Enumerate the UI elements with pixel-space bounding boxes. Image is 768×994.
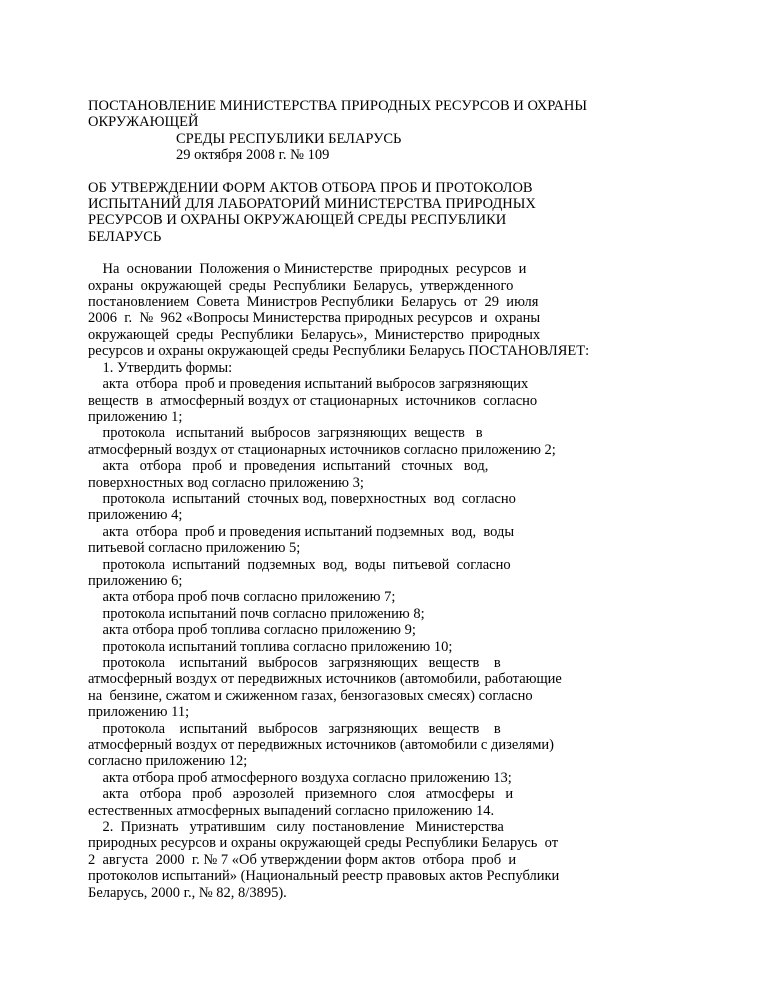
body-line: 1. Утвердить формы:: [88, 359, 233, 376]
document-header: [88, 98, 608, 164]
body-line: приложению 1;: [88, 408, 183, 425]
title-line: ОБ УТВЕРЖДЕНИИ ФОРМ АКТОВ ОТБОРА ПРОБ И ПРОТОКОЛОВ: [88, 179, 533, 196]
spacer: [88, 164, 608, 180]
document-title: [88, 180, 608, 246]
document-body: [88, 261, 608, 901]
body-line: Беларусь, 2000 г., № 82, 8/3895).: [88, 884, 287, 901]
title-line: РЕСУРСОВ И ОХРАНЫ ОКРУЖАЮЩЕЙ СРЕДЫ РЕСПУБЛИКИ: [88, 212, 507, 229]
body-line: 2 августа 2000 г. № 7 «Об утверждении форм актов отбора проб и: [88, 851, 517, 868]
body-line: приложению 6;: [88, 572, 183, 589]
body-line: акта отбора проб атмосферного воздуха согласно приложению 13;: [88, 769, 512, 786]
body-line: акта отбора проб и проведения испытаний подземных вод, воды: [88, 523, 515, 540]
document-page: [88, 98, 608, 901]
body-line: питьевой согласно приложению 5;: [88, 540, 301, 557]
body-line: поверхностных вод согласно приложению 3;: [88, 474, 364, 491]
spacer: [88, 245, 608, 261]
body-line: акта отбора проб топлива согласно приложению 9;: [88, 622, 416, 639]
body-line: атмосферный воздух от передвижных источников (автомобили с дизелями): [88, 737, 554, 754]
body-line: протокола испытаний почв согласно приложению 8;: [88, 605, 425, 622]
body-line: протоколов испытаний» (Национальный реестр правовых актов Республики: [88, 868, 560, 885]
header-date: 29 октября 2008 г. № 109: [176, 147, 330, 164]
header-line: СРЕДЫ РЕСПУБЛИКИ БЕЛАРУСЬ: [176, 130, 402, 147]
body-line: 2006 г. № 962 «Вопросы Министерства природных ресурсов и охраны: [88, 310, 541, 327]
body-line: протокола испытаний подземных вод, воды питьевой согласно: [88, 556, 511, 573]
body-line: атмосферный воздух от стационарных источников согласно приложению 2;: [88, 441, 556, 458]
body-line: акта отбора проб и проведения испытаний сточных вод,: [88, 458, 489, 475]
body-line: протокола испытаний топлива согласно приложению 10;: [88, 638, 453, 655]
body-line: приложению 11;: [88, 704, 190, 721]
body-line: окружающей среды Республики Беларусь», Министерство природных: [88, 326, 541, 343]
body-line: приложению 4;: [88, 507, 183, 524]
body-line: протокола испытаний выбросов загрязняющих веществ в: [88, 425, 483, 442]
header-line: ОКРУЖАЮЩЕЙ: [88, 114, 199, 131]
body-line: охраны окружающей среды Республики Беларусь, утвержденного: [88, 277, 514, 294]
body-line: ресурсов и охраны окружающей среды Республики Беларусь ПОСТАНОВЛЯЕТ:: [88, 343, 590, 360]
body-line: протокола испытаний сточных вод, поверхностных вод согласно: [88, 490, 516, 507]
body-line: акта отбора проб и проведения испытаний выбросов загрязняющих: [88, 376, 529, 393]
body-line: природных ресурсов и охраны окружающей среды Республики Беларусь от: [88, 835, 559, 852]
body-line: протокола испытаний выбросов загрязняющих веществ в: [88, 655, 501, 671]
body-line: постановлением Совета Министров Республики Беларусь от 29 июля: [88, 294, 539, 311]
body-line: атмосферный воздух от передвижных источников (автомобили, работающие: [88, 671, 562, 688]
body-line: на бензине, сжатом и сжиженном газах, бензогазовых смесях) согласно: [88, 687, 533, 704]
body-line: 2. Признать утратившим силу постановление Министерства: [88, 819, 504, 836]
header-line: ПОСТАНОВЛЕНИЕ МИНИСТЕРСТВА ПРИРОДНЫХ РЕСУРСОВ И ОХРАНЫ: [88, 98, 588, 114]
body-line: веществ в атмосферный воздух от стационарных источников согласно: [88, 392, 538, 409]
body-line: согласно приложению 12;: [88, 753, 248, 770]
body-line: На основании Положения о Министерстве природных ресурсов и: [88, 261, 527, 278]
title-line: БЕЛАРУСЬ: [88, 228, 162, 245]
body-line: естественных атмосферных выпадений согласно приложению 14.: [88, 802, 495, 819]
body-line: протокола испытаний выбросов загрязняющих веществ в: [88, 720, 501, 737]
body-line: акта отбора проб почв согласно приложению 7;: [88, 589, 396, 606]
body-line: акта отбора проб аэрозолей приземного слоя атмосферы и: [88, 786, 514, 803]
title-line: ИСПЫТАНИЙ ДЛЯ ЛАБОРАТОРИЙ МИНИСТЕРСТВА ПРИРОДНЫХ: [88, 196, 536, 213]
